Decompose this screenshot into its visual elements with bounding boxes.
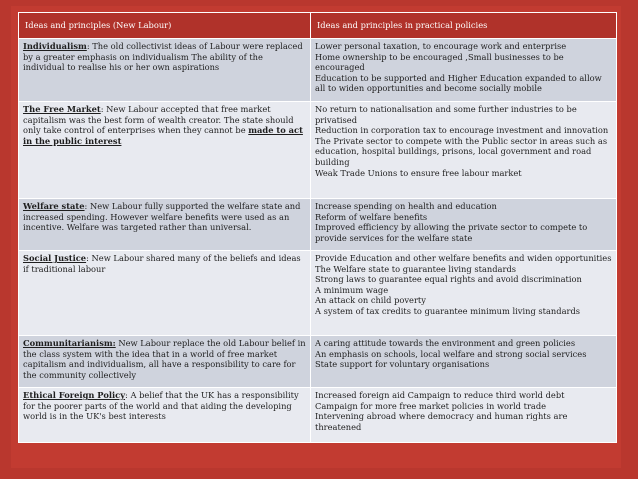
idea-emphasis: made to act in the public interest xyxy=(23,125,303,146)
policy-line: The Private sector to compete with the Public sector in areas such as education, hospital buildings, prisons, local government and road building xyxy=(315,135,608,167)
idea-desc: : New Labour shared many of the beliefs and ideas if traditional labour xyxy=(23,253,301,274)
policy-cell xyxy=(311,199,617,251)
idea-cell xyxy=(19,336,311,388)
table-row xyxy=(19,102,617,199)
header-policies: Ideas and principles in practical policies xyxy=(311,13,617,39)
idea-desc: : The old collectivist ideas of Labour were replaced by a greater emphasis on individualism The ability of the individual to realise his or her own aspirations xyxy=(23,41,303,73)
policy-line: Increase spending on health and education xyxy=(315,201,497,211)
policy-line: A caring attitude towards the environment and green policies xyxy=(315,338,576,348)
policy-line: A minimum wage xyxy=(315,284,389,295)
policy-line: Weak Trade Unions to ensure free labour market xyxy=(315,167,522,178)
idea-term: Communitarianism: xyxy=(23,338,116,348)
policy-table xyxy=(18,12,617,443)
policy-line: Increased foreign aid Campaign to reduce third world debt xyxy=(315,390,565,400)
table-row xyxy=(19,39,617,102)
policy-line: Home ownership to be encouraged ,Small businesses to be encouraged xyxy=(315,51,564,73)
table-header-row xyxy=(19,13,617,39)
idea-desc: New Labour replace the old Labour belief in the class system with the idea that in a world of free market capitalism and individualism, all have a responsibility to care for the community collectively xyxy=(23,338,306,380)
idea-term: Social Justice xyxy=(23,253,87,263)
policy-line: No return to nationalisation and some further industries to be privatised xyxy=(315,104,577,125)
policy-line: Reform of welfare benefits xyxy=(315,211,428,222)
policy-cell xyxy=(311,102,617,199)
idea-desc: : A belief that the UK has a responsibility for the poorer parts of the world and that aiding the developing world is in the UK's best interests xyxy=(23,390,299,422)
idea-term: Ethical Foreign Policy xyxy=(23,390,126,400)
policy-line: A system of tax credits to guarantee minimum living standards xyxy=(315,305,581,316)
idea-cell xyxy=(19,39,311,102)
policy-line: State support for voluntary organisations xyxy=(315,359,490,370)
policy-line: Intervening abroad where democracy and human rights are threatened xyxy=(315,411,568,432)
idea-cell xyxy=(19,199,311,251)
table-row xyxy=(19,336,617,388)
policy-line: Strong laws to guarantee equal rights and avoid discrimination xyxy=(315,274,582,285)
policy-line: Reduction in corporation tax to encourage investment and innovation xyxy=(315,125,609,136)
idea-term: The Free Market xyxy=(23,104,101,114)
policy-line: Provide Education and other welfare benefits and widen opportunities xyxy=(315,253,612,263)
policy-line: An emphasis on schools, local welfare and strong social services xyxy=(315,348,587,359)
policy-line: The Welfare state to guarantee living standards xyxy=(315,263,517,274)
policy-line: Lower personal taxation, to encourage work and enterprise xyxy=(315,41,567,51)
idea-desc: : New Labour accepted that free market capitalism was the best form of wealth creator. The state should only take control of enterprises when they cannot be xyxy=(23,104,294,136)
idea-cell xyxy=(19,102,311,199)
idea-term: Individualism xyxy=(23,41,87,51)
policy-line: An attack on child poverty xyxy=(315,295,426,306)
idea-desc: : New Labour fully supported the welfare state and increased spending. However welfare benefits were used as an incentive. Welfare was targeted rather than universal. xyxy=(23,201,301,233)
policy-cell xyxy=(311,336,617,388)
policy-line: Improved efficiency by allowing the private sector to compete to provide services for the welfare state xyxy=(315,222,588,243)
policy-line: Education to be supported and Higher Education expanded to allow all to widen opportunities and become socially mobile xyxy=(315,72,602,94)
table-row xyxy=(19,199,617,251)
idea-term: Welfare state xyxy=(23,201,85,211)
policy-line: Campaign for more free market policies in world trade xyxy=(315,400,547,411)
header-ideas: Ideas and principles (New Labour) xyxy=(19,13,311,39)
idea-cell xyxy=(19,388,311,443)
policy-cell xyxy=(311,39,617,102)
idea-cell xyxy=(19,251,311,336)
policy-cell xyxy=(311,251,617,336)
policy-cell xyxy=(311,388,617,443)
table-row xyxy=(19,388,617,443)
table-row xyxy=(19,251,617,336)
